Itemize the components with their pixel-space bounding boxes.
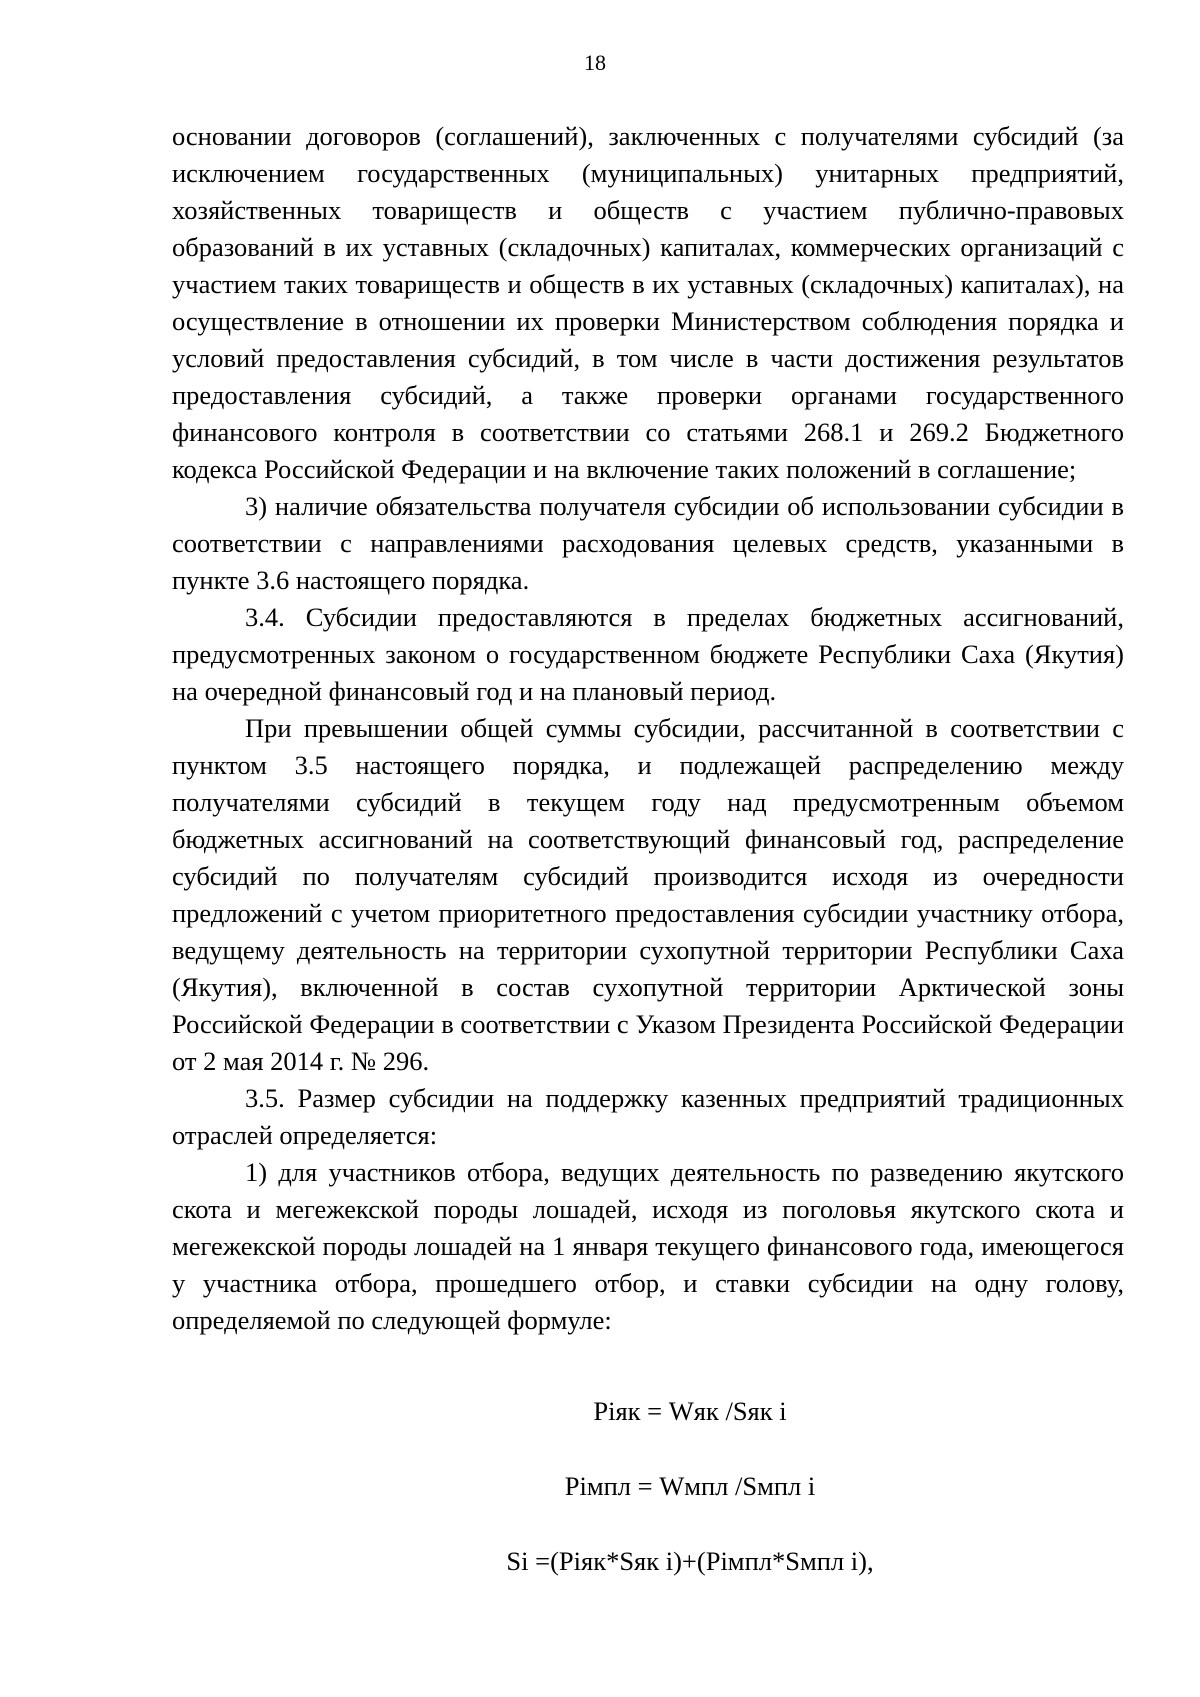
paragraph-3-4: 3.4. Субсидии предоставляются в пределах бюджетных ассигнований, предусмотренных законом о государственном бюджете Республики Саха (Якутия) на очередной финансовый год и на плановый период. bbox=[172, 602, 1124, 706]
document-body bbox=[172, 118, 1124, 1339]
formula-subsidy-total: Si =(Piяк*Sяк i)+(Piмпл*Sмпл i), bbox=[506, 1546, 874, 1576]
page-number: 18 bbox=[584, 50, 606, 75]
formula-block bbox=[0, 1393, 1200, 1580]
paragraph-excess-distribution: При превышении общей суммы субсидии, рассчитанной в соответствии с пунктом 3.5 настоящего порядка, и подлежащей распределению между получателями субсидий в текущем году над предусмотренным объемом бюджетных ассигнований на соответствующий финансовый год, распределение субсидий по получателям субсидий производится исходя из очередности предложений с учетом приоритетного предоставления субсидии участнику отбора, ведущему деятельность на территории сухопутной территории Республики Саха (Якутия), включенной в состав сухопутной территории Арктической зоны Российской Федерации в соответствии с Указом Президента Российской Федерации от 2 мая 2014 г. № 296. bbox=[172, 713, 1124, 1076]
paragraph-3-5: 3.5. Размер субсидии на поддержку казенных предприятий традиционных отраслей определяется: bbox=[172, 1083, 1124, 1150]
paragraph-item-3: 3) наличие обязательства получателя субсидии об использовании субсидии в соответствии с направлениями расходования целевых средств, указанными в пункте 3.6 настоящего порядка. bbox=[172, 491, 1124, 595]
formula-rate-megezhek-horses: Piмпл = Wмпл /Sмпл i bbox=[564, 1471, 816, 1501]
paragraph-item-1: 1) для участников отбора, ведущих деятельность по разведению якутского скота и мегежекской породы лошадей, исходя из поголовья якутского скота и мегежекской породы лошадей на 1 января текущего финансового года, имеющегося у участника отбора, прошедшего отбор, и ставки субсидии на одну голову, определяемой по следующей формуле: bbox=[172, 1157, 1124, 1335]
paragraph-continuation: основании договоров (соглашений), заключенных с получателями субсидий (за исключением государственных (муниципальных) унитарных предприятий, хозяйственных товариществ и обществ с участием публично-правовых образований в их уставных (складочных) капиталах, коммерческих организаций с участием таких товариществ и обществ в их уставных (складочных) капиталах), на осуществление в отношении их проверки Министерством соблюдения порядка и условий предоставления субсидий, в том числе в части достижения результатов предоставления субсидий, а также проверки органами государственного финансового контроля в соответствии со статьями 268.1 и 269.2 Бюджетного кодекса Российской Федерации и на включение таких положений в соглашение; bbox=[172, 121, 1124, 484]
formula-rate-yakut-cattle: Piяк = Wяк /Sяк i bbox=[593, 1396, 787, 1426]
